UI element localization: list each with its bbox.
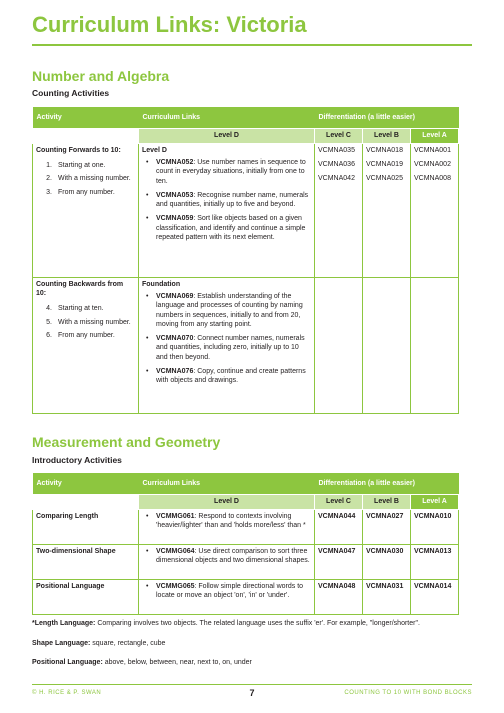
footer-book-title: COUNTING TO 10 WITH BOND BLOCKS xyxy=(344,690,472,696)
level-a-codes: VCMNA001 VCMNA002 VCMNA008 xyxy=(411,144,459,278)
subheading-introductory: Introductory Activities xyxy=(32,455,122,465)
curriculum-cell xyxy=(139,580,315,615)
list-item: • VCMMG061: Respond to contexts involving 'heavier/lighter' than and 'holds more/less' than * xyxy=(142,512,311,530)
level-a-code: VCMNA013 xyxy=(411,545,459,580)
activity-steps xyxy=(36,304,135,340)
counting-table xyxy=(32,106,459,414)
list-item: • VCMNA070: Connect number names, numerals and quantities, including zero, initially up to 10 and then beyond. xyxy=(142,334,311,362)
header-activity: Activity xyxy=(33,473,139,495)
curriculum-links xyxy=(142,292,311,385)
level-c-code: VCMNA047 xyxy=(315,545,363,580)
level-b-code: VCMNA031 xyxy=(363,580,411,615)
level-row xyxy=(33,495,459,510)
level-b-codes: VCMNA018 VCMNA019 VCMNA025 xyxy=(363,144,411,278)
section-heading-measurement-geometry: Measurement and Geometry xyxy=(32,434,221,450)
list-item: • VCMMG064: Use direct comparison to sort three dimensional objects and two dimensional shapes. xyxy=(142,547,311,565)
activity-cell xyxy=(33,278,139,414)
level-a-label: Level A xyxy=(411,129,459,144)
list-item: • VCMNA052: Use number names in sequence to count in everyday situations, initially from one to ten. xyxy=(142,158,311,186)
list-item: 4. Starting at ten. xyxy=(46,305,104,313)
header-differentiation: Differentiation (a little easier) xyxy=(315,473,459,495)
level-c-code: VCMNA048 xyxy=(315,580,363,615)
curriculum-cell xyxy=(139,144,315,278)
activity-name: Counting Forwards to 10: xyxy=(36,147,121,154)
subheading-counting: Counting Activities xyxy=(32,88,110,98)
level-name: Level D xyxy=(142,147,167,154)
activity-name: Two-dimensional Shape xyxy=(33,545,139,580)
note-shape-language: Shape Language: square, rectangle, cube xyxy=(32,640,166,647)
list-item: 1. Starting at one. xyxy=(46,162,106,170)
level-b-code: VCMNA030 xyxy=(363,545,411,580)
curriculum-links xyxy=(142,158,311,242)
list-item: 3. From any number. xyxy=(46,188,115,196)
level-a-code: VCMNA014 xyxy=(411,580,459,615)
list-item: • VCMNA053: Recognise number name, numerals and quantities, initially up to five and beyond. xyxy=(142,191,311,209)
note-positional-language: Positional Language: above, below, between, near, next to, on, under xyxy=(32,659,252,666)
footer-copyright: © H. RICE & P. SWAN xyxy=(32,690,102,696)
curriculum-cell xyxy=(139,545,315,580)
table-header-row xyxy=(33,107,459,129)
table-header-row xyxy=(33,473,459,495)
activity-name: Positional Language xyxy=(33,580,139,615)
measurement-table xyxy=(32,472,459,615)
level-d-label: Level D xyxy=(139,129,315,144)
list-item: 2. With a missing number. xyxy=(46,175,131,183)
header-activity: Activity xyxy=(33,107,139,129)
level-b-code: VCMNA027 xyxy=(363,510,411,545)
level-row xyxy=(33,129,459,144)
level-a-label: Level A xyxy=(411,495,459,510)
table-row xyxy=(33,510,459,545)
activity-name: Counting Backwards from 10: xyxy=(36,281,124,298)
table-row xyxy=(33,278,459,414)
header-curriculum: Curriculum Links xyxy=(139,107,315,129)
header-curriculum: Curriculum Links xyxy=(139,473,315,495)
page-title: Curriculum Links: Victoria xyxy=(32,12,307,37)
activity-name: Comparing Length xyxy=(33,510,139,545)
activity-steps xyxy=(36,161,135,197)
curriculum-cell xyxy=(139,278,315,414)
level-a-code: VCMNA010 xyxy=(411,510,459,545)
list-item: • VCMNA059: Sort like objects based on a given classification, and identify and continue a simple repeated pattern with its next element. xyxy=(142,214,311,242)
title-rule xyxy=(32,44,472,46)
list-item: 5. With a missing number. xyxy=(46,318,131,326)
table-row xyxy=(33,580,459,615)
level-d-label: Level D xyxy=(139,495,315,510)
list-item: • VCMNA069: Establish understanding of the language and processes of counting by naming numbers in sequences, initially to and from 20, moving from any starting point. xyxy=(142,292,311,329)
table-row xyxy=(33,144,459,278)
level-c-label: Level C xyxy=(315,495,363,510)
table-row xyxy=(33,545,459,580)
level-b-label: Level B xyxy=(363,495,411,510)
note-length-language: *Length Language: Comparing involves two objects. The related language uses the suffix 'er'. For example, "longer/shorter". xyxy=(32,620,420,627)
list-item: • VCMNA076: Copy, continue and create patterns with objects and drawings. xyxy=(142,367,311,385)
footer-rule xyxy=(32,684,472,685)
list-item: • VCMMG065: Follow simple directional words to locate or move an object 'on', 'in' or 'under'. xyxy=(142,582,311,600)
activity-cell xyxy=(33,144,139,278)
section-heading-number-algebra: Number and Algebra xyxy=(32,68,170,84)
page-number: 7 xyxy=(249,688,255,698)
curriculum-cell xyxy=(139,510,315,545)
level-c-code: VCMNA044 xyxy=(315,510,363,545)
header-differentiation: Differentiation (a little easier) xyxy=(315,107,459,129)
level-c-label: Level C xyxy=(315,129,363,144)
list-item: 6. From any number. xyxy=(46,331,115,339)
level-c-codes: VCMNA035 VCMNA036 VCMNA042 xyxy=(315,144,363,278)
level-b-label: Level B xyxy=(363,129,411,144)
level-name: Foundation xyxy=(142,281,181,288)
